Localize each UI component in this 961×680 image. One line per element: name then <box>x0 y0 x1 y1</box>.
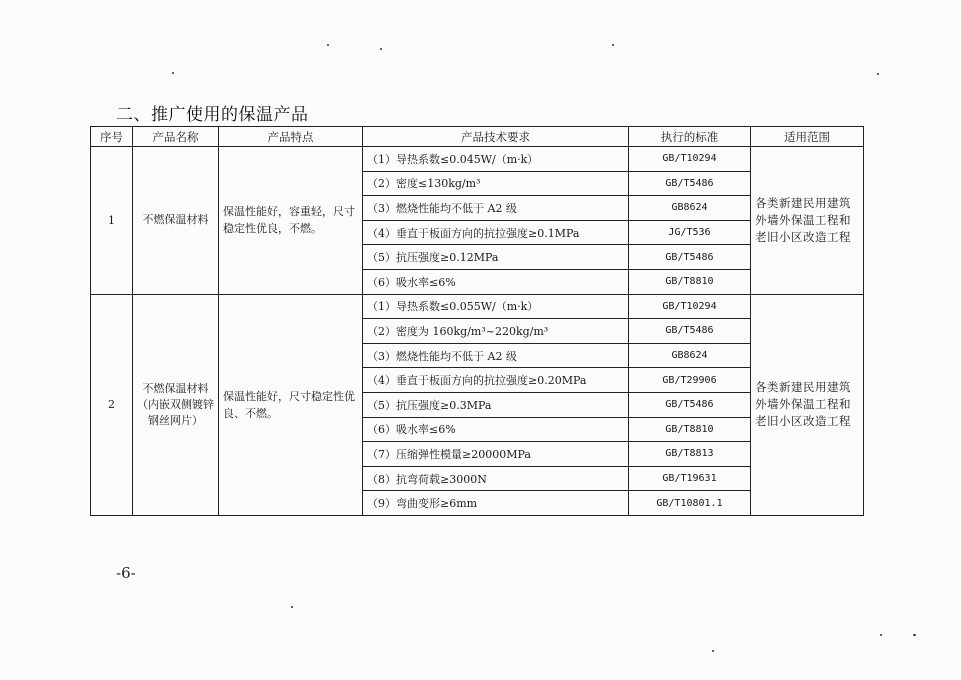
table-header-row <box>91 127 864 147</box>
table-row <box>91 147 864 172</box>
cell-requirement: （4）垂直于板面方向的抗拉强度≥0.20MPa <box>363 368 629 393</box>
header-requirements: 产品技术要求 <box>363 127 629 147</box>
scan-speck <box>612 44 614 46</box>
cell-standard: GB/T5486 <box>629 171 751 196</box>
page-number: -6- <box>116 564 136 582</box>
cell-requirement: （3）燃烧性能均不低于 A2 级 <box>363 343 629 368</box>
cell-standard: GB8624 <box>629 196 751 221</box>
cell-standard: GB/T8810 <box>629 417 751 442</box>
scan-speck <box>913 634 916 636</box>
product-table <box>90 126 864 516</box>
cell-features: 保温性能好，容重轻，尺寸稳定性优良，不燃。 <box>219 147 363 295</box>
cell-no: 1 <box>91 147 133 295</box>
cell-requirement: （6）吸水率≤6% <box>363 417 629 442</box>
cell-standard: GB/T29906 <box>629 368 751 393</box>
header-scope: 适用范围 <box>751 127 864 147</box>
cell-requirement: （1）导热系数≤0.045W/（m·k） <box>363 147 629 172</box>
cell-standard: GB/T8813 <box>629 442 751 467</box>
cell-requirement: （7）压缩弹性模量≥20000MPa <box>363 442 629 467</box>
cell-scope: 各类新建民用建筑外墙外保温工程和老旧小区改造工程 <box>751 147 864 295</box>
scan-speck <box>880 634 882 636</box>
cell-requirement: （3）燃烧性能均不低于 A2 级 <box>363 196 629 221</box>
cell-standard: GB/T19631 <box>629 466 751 491</box>
cell-requirement: （4）垂直于板面方向的抗拉强度≥0.1MPa <box>363 220 629 245</box>
cell-standard: GB/T5486 <box>629 319 751 344</box>
cell-requirement: （9）弯曲变形≥6mm <box>363 491 629 516</box>
cell-standard: GB/T5486 <box>629 392 751 417</box>
cell-standard: GB/T10294 <box>629 294 751 319</box>
cell-requirement: （5）抗压强度≥0.3MPa <box>363 392 629 417</box>
cell-requirement: （1）导热系数≤0.055W/（m·k） <box>363 294 629 319</box>
cell-standard: JG/T536 <box>629 220 751 245</box>
scan-speck <box>327 44 329 46</box>
header-features: 产品特点 <box>219 127 363 147</box>
cell-scope: 各类新建民用建筑外墙外保温工程和老旧小区改造工程 <box>751 294 864 515</box>
scan-speck <box>291 606 293 608</box>
scan-speck <box>712 650 714 652</box>
cell-standard: GB/T10294 <box>629 147 751 172</box>
cell-requirement: （5）抗压强度≥0.12MPa <box>363 245 629 270</box>
cell-product-name: 不燃保温材料（内嵌双侧镀锌钢丝网片） <box>133 294 219 515</box>
header-no: 序号 <box>91 127 133 147</box>
section-heading: 二、推广使用的保温产品 <box>116 105 309 125</box>
cell-features: 保温性能好，尺寸稳定性优良、不燃。 <box>219 294 363 515</box>
scan-speck <box>380 48 382 50</box>
cell-no: 2 <box>91 294 133 515</box>
table-row <box>91 294 864 319</box>
header-standard: 执行的标准 <box>629 127 751 147</box>
cell-standard: GB/T5486 <box>629 245 751 270</box>
cell-requirement: （8）抗弯荷载≥3000N <box>363 466 629 491</box>
cell-standard: GB8624 <box>629 343 751 368</box>
cell-requirement: （2）密度为 160kg/m³~220kg/m³ <box>363 319 629 344</box>
cell-product-name: 不燃保温材料 <box>133 147 219 295</box>
header-name: 产品名称 <box>133 127 219 147</box>
scan-speck <box>877 73 879 75</box>
cell-requirement: （6）吸水率≤6% <box>363 269 629 294</box>
scan-speck <box>172 72 174 74</box>
cell-standard: GB/T10801.1 <box>629 491 751 516</box>
cell-requirement: （2）密度≤130kg/m³ <box>363 171 629 196</box>
cell-standard: GB/T8810 <box>629 269 751 294</box>
